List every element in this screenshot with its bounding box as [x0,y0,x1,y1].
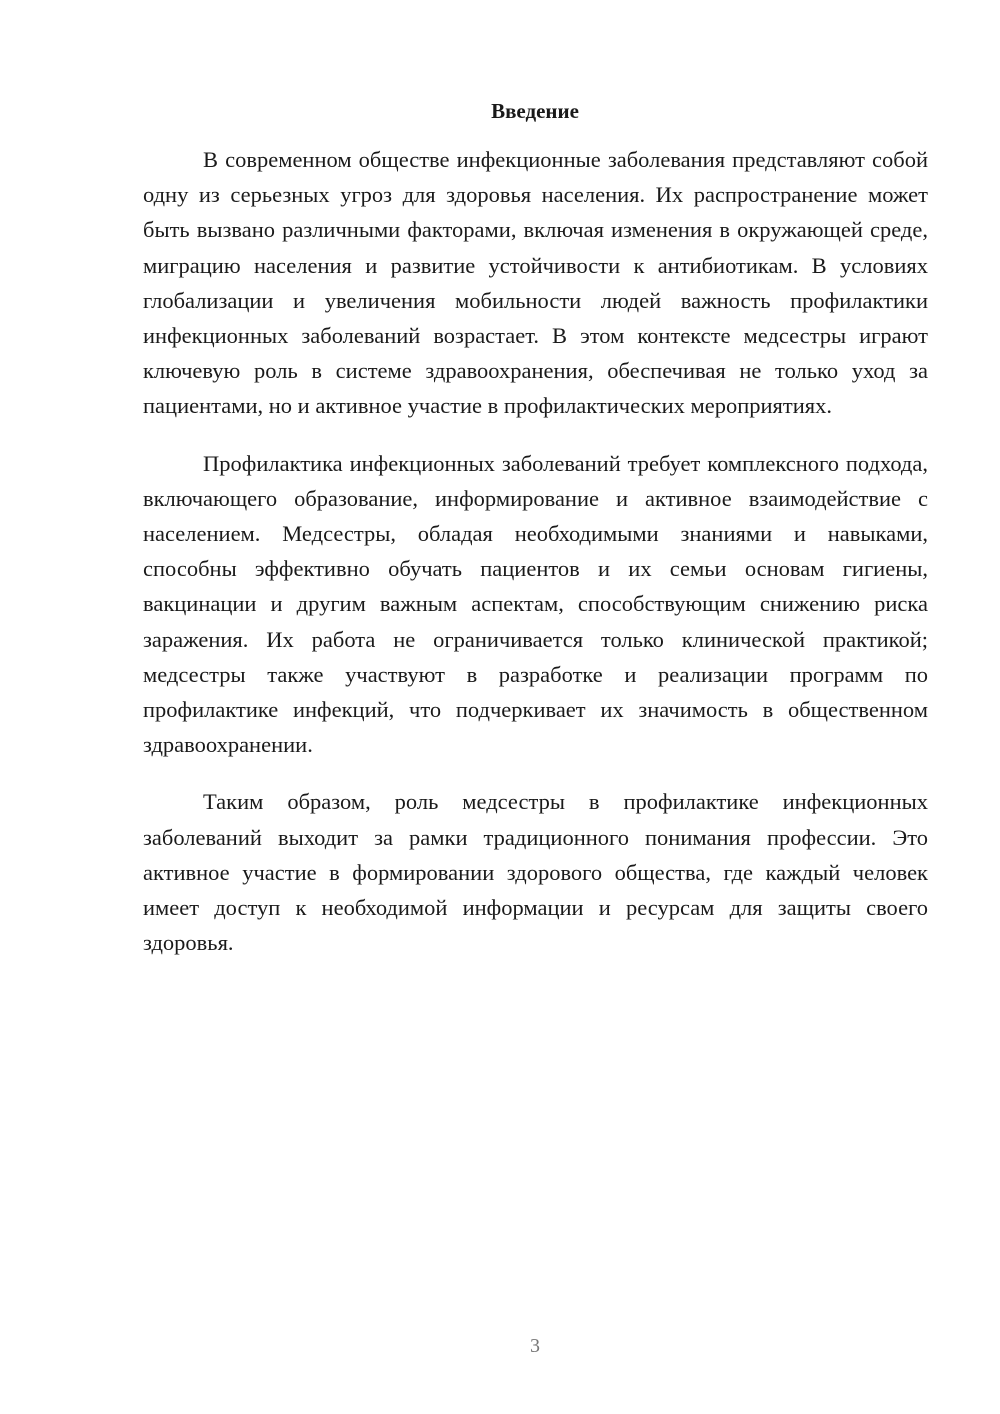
section-heading: Введение [491,99,579,123]
page-number: 3 [530,1335,540,1357]
paragraph-1: В современном обществе инфекционные заболевания представляют собой одну из серьезных угроз для здоровья населения. Их распространение может быть вызвано различными факторами, включая изменения в окружающей среде, миграцию населения и развитие устойчивости к антибиотикам. В условиях глобализации и увеличения мобильности людей важность профилактики инфекционных заболеваний возрастает. В этом контексте медсестры играют ключевую роль в системе здравоохранения, обеспечивая не только уход за пациентами, но и активное участие в профилактических мероприятиях. [143,147,928,419]
body-text [143,142,928,982]
paragraph-2: Профилактика инфекционных заболеваний требует комплексного подхода, включающего образование, информирование и активное взаимодействие с населением. Медсестры, обладая необходимыми знаниями и навыками, способны эффективно обучать пациентов и их семьи основам гигиены, вакцинации и другим важным аспектам, способствующим снижению риска заражения. Их работа не ограничивается только клинической практикой; медсестры также участвуют в разработке и реализации программ по профилактике инфекций, что подчеркивает их значимость в общественном здравоохранении. [143,450,928,758]
paragraph-3: Таким образом, роль медсестры в профилактике инфекционных заболеваний выходит за рамки традиционного понимания профессии. Это активное участие в формировании здорового общества, где каждый человек имеет доступ к необходимой информации и ресурсам для защиты своего здоровья. [143,789,928,956]
